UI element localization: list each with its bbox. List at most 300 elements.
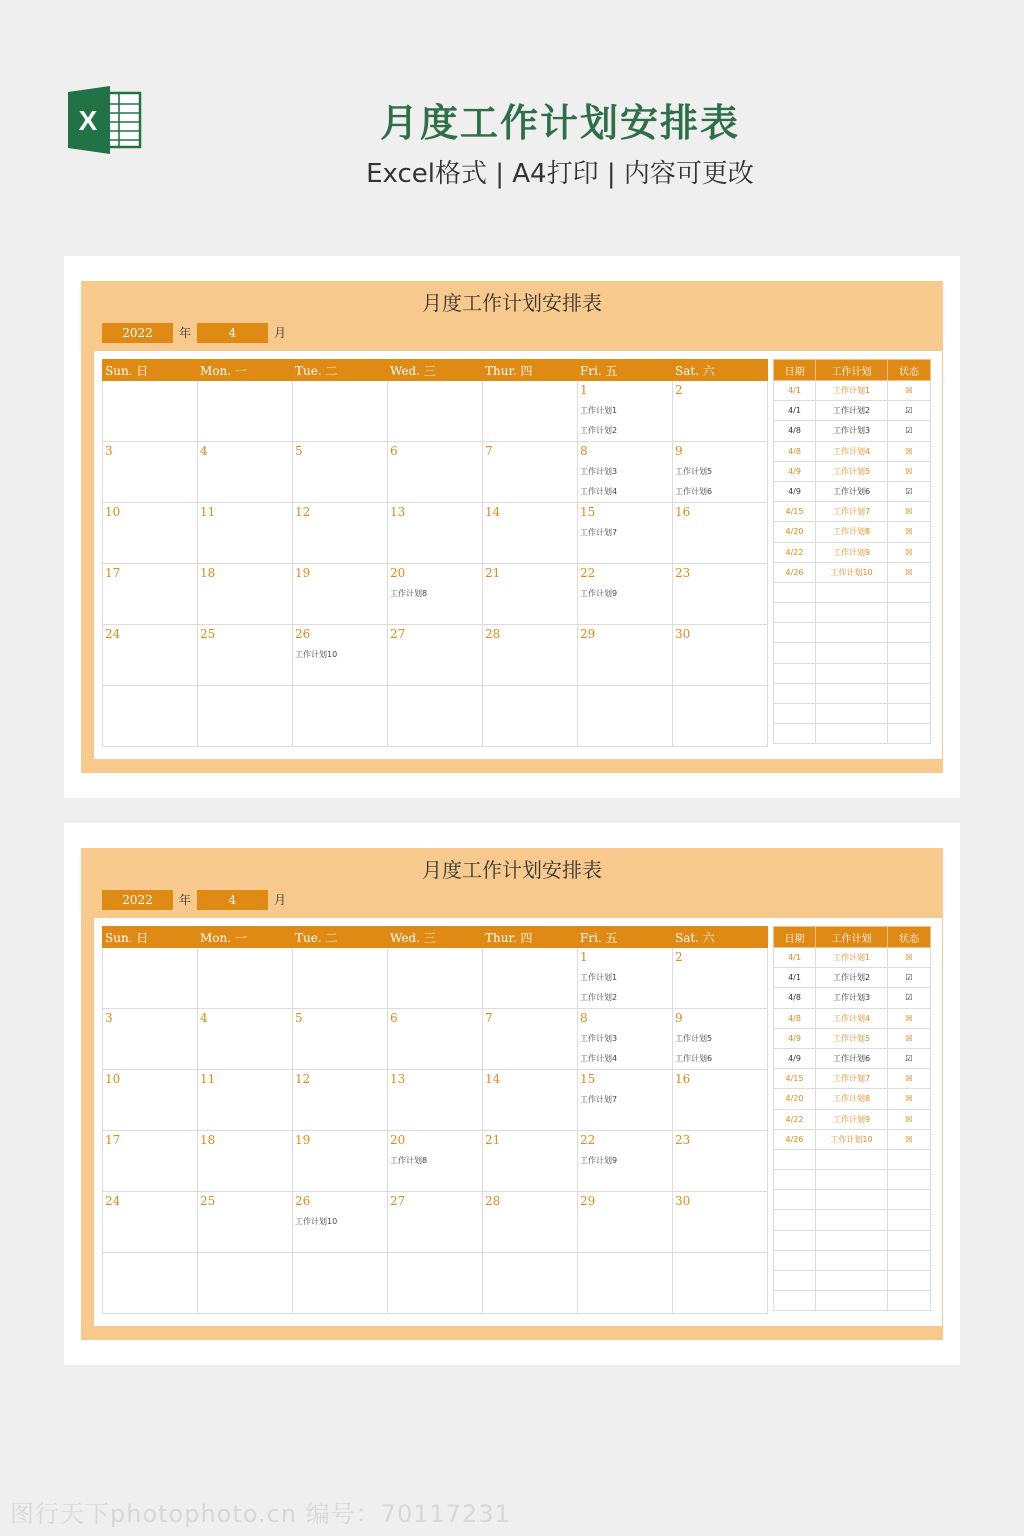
plan-list-header: 日期	[774, 927, 816, 948]
plan-empty-cell[interactable]	[888, 663, 931, 683]
weekday-header: Fri. 五	[578, 927, 673, 948]
day-plan-item: 工作计划5	[675, 1034, 713, 1043]
calendar-day-cell[interactable]	[483, 1253, 578, 1314]
day-number	[200, 1253, 292, 1273]
calendar-day-cell[interactable]	[578, 503, 673, 564]
plan-name: 工作计划10	[816, 562, 888, 582]
calendar-day-cell[interactable]	[483, 686, 578, 747]
day-plan-item: 工作计划8	[390, 1156, 428, 1165]
calendar-week-row	[103, 503, 768, 564]
sheet-preview-1	[64, 256, 960, 798]
day-number: 17	[105, 566, 121, 580]
calendar-day-cell[interactable]	[293, 503, 388, 564]
weekday-header: Sat. 六	[673, 927, 768, 948]
plan-empty-cell[interactable]	[888, 1271, 931, 1291]
calendar-day-cell[interactable]	[673, 948, 768, 1009]
status-unchecked-icon[interactable]: ☒	[888, 1129, 931, 1149]
status-unchecked-icon[interactable]: ☒	[888, 948, 931, 968]
calendar-day-cell[interactable]	[198, 1070, 293, 1131]
day-number	[580, 1253, 672, 1273]
status-unchecked-icon[interactable]: ☒	[888, 441, 931, 461]
plan-empty-cell[interactable]	[816, 663, 888, 683]
plan-empty-cell[interactable]	[888, 1250, 931, 1270]
plan-list-row	[774, 1129, 931, 1149]
plan-empty-cell[interactable]	[888, 704, 931, 724]
calendar-day-cell[interactable]	[198, 381, 293, 442]
plan-name: 工作计划1	[816, 948, 888, 968]
calendar-day-cell[interactable]	[103, 1009, 198, 1070]
day-number: 25	[200, 1194, 216, 1208]
plan-list-row	[774, 421, 931, 441]
day-plan-item: 工作计划10	[295, 650, 338, 659]
plan-list-empty-row	[774, 663, 931, 683]
calendar-day-cell[interactable]	[673, 1070, 768, 1131]
day-number: 6	[390, 1011, 398, 1025]
calendar-day-cell[interactable]	[198, 442, 293, 503]
plan-date: 4/26	[774, 562, 816, 582]
plan-date: 4/22	[774, 1109, 816, 1129]
sheet-title: 月度工作计划安排表	[422, 291, 602, 315]
calendar-day-cell[interactable]	[483, 442, 578, 503]
day-number: 26	[295, 1194, 311, 1208]
logo-letter: X	[78, 105, 98, 136]
plan-empty-cell[interactable]	[816, 603, 888, 623]
day-number: 16	[675, 505, 691, 519]
plan-name: 工作计划1	[816, 381, 888, 401]
day-number	[295, 381, 387, 401]
calendar-day-cell[interactable]	[388, 625, 483, 686]
weekday-header: Sun. 日	[103, 360, 198, 381]
plan-name: 工作计划8	[816, 1089, 888, 1109]
calendar-day-cell[interactable]	[198, 948, 293, 1009]
calendar-day-cell[interactable]	[198, 686, 293, 747]
weekday-header: Fri. 五	[578, 360, 673, 381]
day-number: 23	[675, 1133, 691, 1147]
calendar-day-cell[interactable]	[673, 381, 768, 442]
day-number: 5	[295, 444, 303, 458]
status-unchecked-icon[interactable]: ☒	[888, 381, 931, 401]
plan-empty-cell[interactable]	[774, 663, 816, 683]
calendar-day-cell[interactable]	[578, 381, 673, 442]
plan-empty-cell[interactable]	[774, 643, 816, 663]
calendar-day-cell[interactable]	[673, 564, 768, 625]
plan-empty-cell[interactable]	[816, 1210, 888, 1230]
day-number	[675, 1253, 767, 1273]
day-number	[200, 686, 292, 706]
page-title: 月度工作计划安排表	[379, 101, 740, 145]
calendar-day-cell[interactable]	[198, 564, 293, 625]
plan-empty-cell[interactable]	[888, 724, 931, 744]
plan-list-row	[774, 461, 931, 481]
plan-list-empty-row	[774, 603, 931, 623]
calendar-day-cell[interactable]	[578, 1070, 673, 1131]
day-number	[675, 686, 767, 706]
day-number: 29	[580, 627, 596, 641]
calendar-day-cell[interactable]	[293, 1253, 388, 1314]
day-number: 3	[105, 444, 113, 458]
calendar-week-row	[103, 1070, 768, 1131]
calendar-day-cell[interactable]	[483, 625, 578, 686]
day-plan-item: 工作计划7	[580, 1095, 618, 1104]
plan-list-header: 工作计划	[816, 360, 888, 381]
status-checked-icon[interactable]: ☑	[888, 481, 931, 501]
plan-list-row	[774, 381, 931, 401]
plan-list-header: 状态	[888, 360, 931, 381]
calendar-day-cell[interactable]	[103, 381, 198, 442]
calendar-week-row	[103, 564, 768, 625]
month-cell[interactable]: 4	[197, 890, 268, 910]
day-number: 27	[390, 627, 406, 641]
plan-name: 工作计划7	[816, 502, 888, 522]
plan-list-row	[774, 522, 931, 542]
calendar-day-cell[interactable]	[388, 1131, 483, 1192]
calendar-day-cell[interactable]	[293, 564, 388, 625]
calendar-day-cell[interactable]	[103, 442, 198, 503]
status-unchecked-icon[interactable]: ☒	[888, 1028, 931, 1048]
status-unchecked-icon[interactable]: ☒	[888, 1089, 931, 1109]
calendar-day-cell[interactable]	[293, 1131, 388, 1192]
calendar-day-cell[interactable]	[578, 564, 673, 625]
calendar-day-cell[interactable]	[578, 625, 673, 686]
plan-list-empty-row	[774, 1170, 931, 1190]
calendar-day-cell[interactable]	[673, 1131, 768, 1192]
plan-empty-cell[interactable]	[888, 1190, 931, 1210]
weekday-header: Sat. 六	[673, 360, 768, 381]
calendar-day-cell[interactable]	[388, 686, 483, 747]
status-unchecked-icon[interactable]: ☒	[888, 461, 931, 481]
calendar-day-cell[interactable]	[103, 503, 198, 564]
calendar-day-cell[interactable]	[673, 1253, 768, 1314]
calendar-day-cell[interactable]	[198, 1009, 293, 1070]
plan-empty-cell[interactable]	[774, 1291, 816, 1311]
weekday-header: Thur. 四	[483, 927, 578, 948]
calendar-day-cell[interactable]	[103, 948, 198, 1009]
day-number: 18	[200, 1133, 216, 1147]
day-plan-item: 工作计划9	[580, 1156, 618, 1165]
plan-empty-cell[interactable]	[816, 724, 888, 744]
day-plan-item: 工作计划6	[675, 487, 713, 496]
plan-empty-cell[interactable]	[888, 623, 931, 643]
calendar-day-cell[interactable]	[198, 1253, 293, 1314]
day-number: 24	[105, 627, 121, 641]
page-subtitle: Excel格式 | A4打印 | 内容可更改	[366, 159, 754, 189]
calendar-day-cell[interactable]	[483, 1131, 578, 1192]
status-checked-icon[interactable]: ☑	[888, 968, 931, 988]
day-number	[485, 1253, 577, 1273]
calendar-day-cell[interactable]	[673, 442, 768, 503]
calendar-sheet	[81, 848, 943, 1340]
calendar-day-cell[interactable]	[388, 1009, 483, 1070]
plan-list-empty-row	[774, 623, 931, 643]
day-number: 9	[675, 444, 683, 458]
calendar-day-cell[interactable]	[483, 1070, 578, 1131]
day-number: 30	[675, 627, 691, 641]
calendar-day-cell[interactable]	[388, 503, 483, 564]
calendar-day-cell[interactable]	[103, 1070, 198, 1131]
calendar-day-cell[interactable]	[578, 1009, 673, 1070]
status-unchecked-icon[interactable]: ☒	[888, 1109, 931, 1129]
status-unchecked-icon[interactable]: ☒	[888, 542, 931, 562]
calendar-day-cell[interactable]	[673, 1009, 768, 1070]
plan-empty-cell[interactable]	[888, 683, 931, 703]
calendar-day-cell[interactable]	[388, 442, 483, 503]
calendar-day-cell[interactable]	[103, 686, 198, 747]
day-number: 20	[390, 1133, 406, 1147]
plan-empty-cell[interactable]	[774, 582, 816, 602]
calendar-week-row	[103, 381, 768, 442]
plan-list-row	[774, 562, 931, 582]
plan-empty-cell[interactable]	[888, 1230, 931, 1250]
day-plan-item: 工作计划7	[580, 528, 618, 537]
day-number: 5	[295, 1011, 303, 1025]
calendar-day-cell[interactable]	[483, 948, 578, 1009]
weekday-header: Thur. 四	[483, 360, 578, 381]
plan-date: 4/8	[774, 441, 816, 461]
plan-list-row	[774, 1028, 931, 1048]
calendar-day-cell[interactable]	[293, 442, 388, 503]
watermark: 图行天下photophoto.cn 编号：70117231	[10, 1500, 511, 1528]
calendar-day-cell[interactable]	[388, 1253, 483, 1314]
calendar-day-cell[interactable]	[388, 1070, 483, 1131]
calendar-day-cell[interactable]	[293, 1070, 388, 1131]
day-number: 12	[295, 1072, 311, 1086]
day-plan-item: 工作计划3	[580, 1034, 618, 1043]
plan-name: 工作计划6	[816, 1048, 888, 1068]
year-cell[interactable]: 2022	[102, 323, 173, 343]
status-unchecked-icon[interactable]: ☒	[888, 502, 931, 522]
day-number	[485, 948, 577, 968]
plan-name: 工作计划8	[816, 522, 888, 542]
plan-date: 4/8	[774, 988, 816, 1008]
day-number	[485, 686, 577, 706]
calendar-day-cell[interactable]	[388, 948, 483, 1009]
day-number: 7	[485, 444, 493, 458]
day-number	[295, 948, 387, 968]
plan-list-empty-row	[774, 1250, 931, 1270]
calendar-day-cell[interactable]	[483, 503, 578, 564]
plan-empty-cell[interactable]	[816, 1230, 888, 1250]
calendar-day-cell[interactable]	[198, 625, 293, 686]
day-number	[105, 686, 197, 706]
calendar-day-cell[interactable]	[578, 442, 673, 503]
plan-date: 4/1	[774, 401, 816, 421]
day-number	[390, 686, 482, 706]
day-number: 21	[485, 1133, 501, 1147]
day-number	[580, 686, 672, 706]
calendar-day-cell[interactable]	[673, 686, 768, 747]
calendar-day-cell[interactable]	[103, 1253, 198, 1314]
calendar-day-cell[interactable]	[578, 1131, 673, 1192]
plan-empty-cell[interactable]	[774, 1250, 816, 1270]
day-plan-item: 工作计划6	[675, 1054, 713, 1063]
plan-empty-cell[interactable]	[774, 1271, 816, 1291]
calendar-day-cell[interactable]	[293, 686, 388, 747]
calendar-day-cell[interactable]	[673, 503, 768, 564]
plan-empty-cell[interactable]	[816, 643, 888, 663]
calendar-day-cell[interactable]	[483, 381, 578, 442]
calendar-day-cell[interactable]	[673, 1192, 768, 1253]
plan-list-empty-row	[774, 724, 931, 744]
calendar-grid	[102, 926, 768, 1314]
day-number	[105, 381, 197, 401]
calendar-day-cell[interactable]	[293, 1009, 388, 1070]
plan-name: 工作计划10	[816, 1129, 888, 1149]
weekday-header: Tue. 二	[293, 360, 388, 381]
plan-empty-cell[interactable]	[888, 1291, 931, 1311]
calendar-day-cell[interactable]	[103, 625, 198, 686]
day-number: 18	[200, 566, 216, 580]
excel-logo-icon	[68, 86, 142, 154]
day-number	[200, 948, 292, 968]
year-label: 年	[179, 326, 192, 340]
plan-date: 4/1	[774, 381, 816, 401]
plan-name: 工作计划4	[816, 441, 888, 461]
plan-empty-cell[interactable]	[888, 1170, 931, 1190]
plan-empty-cell[interactable]	[774, 1230, 816, 1250]
status-unchecked-icon[interactable]: ☒	[888, 562, 931, 582]
day-number: 17	[105, 1133, 121, 1147]
plan-empty-cell[interactable]	[774, 704, 816, 724]
plan-empty-cell[interactable]	[816, 683, 888, 703]
plan-empty-cell[interactable]	[888, 582, 931, 602]
plan-list-row	[774, 542, 931, 562]
plan-list-row	[774, 1048, 931, 1068]
calendar-week-row	[103, 948, 768, 1009]
day-number: 4	[200, 444, 208, 458]
plan-empty-cell[interactable]	[888, 1149, 931, 1169]
day-number: 11	[200, 505, 216, 519]
calendar-day-cell[interactable]	[103, 1192, 198, 1253]
plan-empty-cell[interactable]	[816, 1170, 888, 1190]
plan-date: 4/15	[774, 502, 816, 522]
day-number: 30	[675, 1194, 691, 1208]
day-number: 8	[580, 1011, 588, 1025]
day-number	[295, 686, 387, 706]
year-cell[interactable]: 2022	[102, 890, 173, 910]
calendar-day-cell[interactable]	[578, 686, 673, 747]
calendar-day-cell[interactable]	[388, 564, 483, 625]
plan-name: 工作计划3	[816, 421, 888, 441]
plan-empty-cell[interactable]	[774, 1149, 816, 1169]
day-number: 20	[390, 566, 406, 580]
plan-empty-cell[interactable]	[816, 1271, 888, 1291]
plan-list-empty-row	[774, 1271, 931, 1291]
calendar-day-cell[interactable]	[293, 1192, 388, 1253]
plan-list-row	[774, 502, 931, 522]
day-plan-item: 工作计划2	[580, 426, 618, 435]
plan-date: 4/1	[774, 968, 816, 988]
calendar-day-cell[interactable]	[103, 564, 198, 625]
day-number	[390, 381, 482, 401]
day-number: 19	[295, 566, 311, 580]
plan-empty-cell[interactable]	[816, 582, 888, 602]
plan-empty-cell[interactable]	[774, 1170, 816, 1190]
status-unchecked-icon[interactable]: ☒	[888, 1069, 931, 1089]
status-unchecked-icon[interactable]: ☒	[888, 522, 931, 542]
day-number	[390, 1253, 482, 1273]
plan-empty-cell[interactable]	[888, 603, 931, 623]
status-checked-icon[interactable]: ☑	[888, 401, 931, 421]
plan-list-empty-row	[774, 1291, 931, 1311]
day-plan-item: 工作计划5	[675, 467, 713, 476]
calendar-day-cell[interactable]	[103, 1131, 198, 1192]
calendar-week-row	[103, 1192, 768, 1253]
plan-empty-cell[interactable]	[816, 1149, 888, 1169]
day-number: 24	[105, 1194, 121, 1208]
plan-empty-cell[interactable]	[774, 1190, 816, 1210]
weekday-header: Mon. 一	[198, 927, 293, 948]
plan-name: 工作计划9	[816, 542, 888, 562]
day-plan-item: 工作计划4	[580, 1054, 618, 1063]
plan-date: 4/9	[774, 481, 816, 501]
weekday-header: Sun. 日	[103, 927, 198, 948]
month-cell[interactable]: 4	[197, 323, 268, 343]
day-plan-item: 工作计划2	[580, 993, 618, 1002]
day-number: 1	[580, 950, 588, 964]
calendar-week-row	[103, 442, 768, 503]
plan-empty-cell[interactable]	[816, 704, 888, 724]
calendar-day-cell[interactable]	[578, 1253, 673, 1314]
calendar-day-cell[interactable]	[293, 948, 388, 1009]
year-label: 年	[179, 893, 192, 907]
status-checked-icon[interactable]: ☑	[888, 421, 931, 441]
day-number: 1	[580, 383, 588, 397]
plan-empty-cell[interactable]	[774, 724, 816, 744]
calendar-sheet	[81, 281, 943, 773]
plan-name: 工作计划5	[816, 1028, 888, 1048]
status-checked-icon[interactable]: ☑	[888, 1048, 931, 1068]
calendar-day-cell[interactable]	[673, 625, 768, 686]
calendar-day-cell[interactable]	[578, 1192, 673, 1253]
calendar-day-cell[interactable]	[483, 564, 578, 625]
plan-empty-cell[interactable]	[888, 1210, 931, 1230]
calendar-week-row	[103, 625, 768, 686]
calendar-day-cell[interactable]	[198, 503, 293, 564]
plan-empty-cell[interactable]	[774, 623, 816, 643]
plan-name: 工作计划7	[816, 1069, 888, 1089]
plan-empty-cell[interactable]	[816, 1291, 888, 1311]
plan-empty-cell[interactable]	[774, 603, 816, 623]
plan-list-row	[774, 1109, 931, 1129]
calendar-day-cell[interactable]	[198, 1192, 293, 1253]
calendar-day-cell[interactable]	[198, 1131, 293, 1192]
calendar-day-cell[interactable]	[388, 1192, 483, 1253]
calendar-day-cell[interactable]	[483, 1009, 578, 1070]
plan-empty-cell[interactable]	[774, 1210, 816, 1230]
weekday-header: Wed. 三	[388, 360, 483, 381]
calendar-day-cell[interactable]	[578, 948, 673, 1009]
day-number: 23	[675, 566, 691, 580]
sheet-preview-2	[64, 823, 960, 1365]
calendar-day-cell[interactable]	[388, 381, 483, 442]
calendar-day-cell[interactable]	[483, 1192, 578, 1253]
plan-empty-cell[interactable]	[816, 623, 888, 643]
plan-list-header: 工作计划	[816, 927, 888, 948]
plan-empty-cell[interactable]	[816, 1190, 888, 1210]
plan-name: 工作计划2	[816, 401, 888, 421]
plan-date: 4/26	[774, 1129, 816, 1149]
calendar-day-cell[interactable]	[293, 381, 388, 442]
plan-empty-cell[interactable]	[888, 643, 931, 663]
day-number	[390, 948, 482, 968]
weekday-header: Wed. 三	[388, 927, 483, 948]
plan-empty-cell[interactable]	[774, 683, 816, 703]
status-checked-icon[interactable]: ☑	[888, 988, 931, 1008]
status-unchecked-icon[interactable]: ☒	[888, 1008, 931, 1028]
plan-empty-cell[interactable]	[816, 1250, 888, 1270]
plan-list-row	[774, 1089, 931, 1109]
calendar-day-cell[interactable]	[293, 625, 388, 686]
